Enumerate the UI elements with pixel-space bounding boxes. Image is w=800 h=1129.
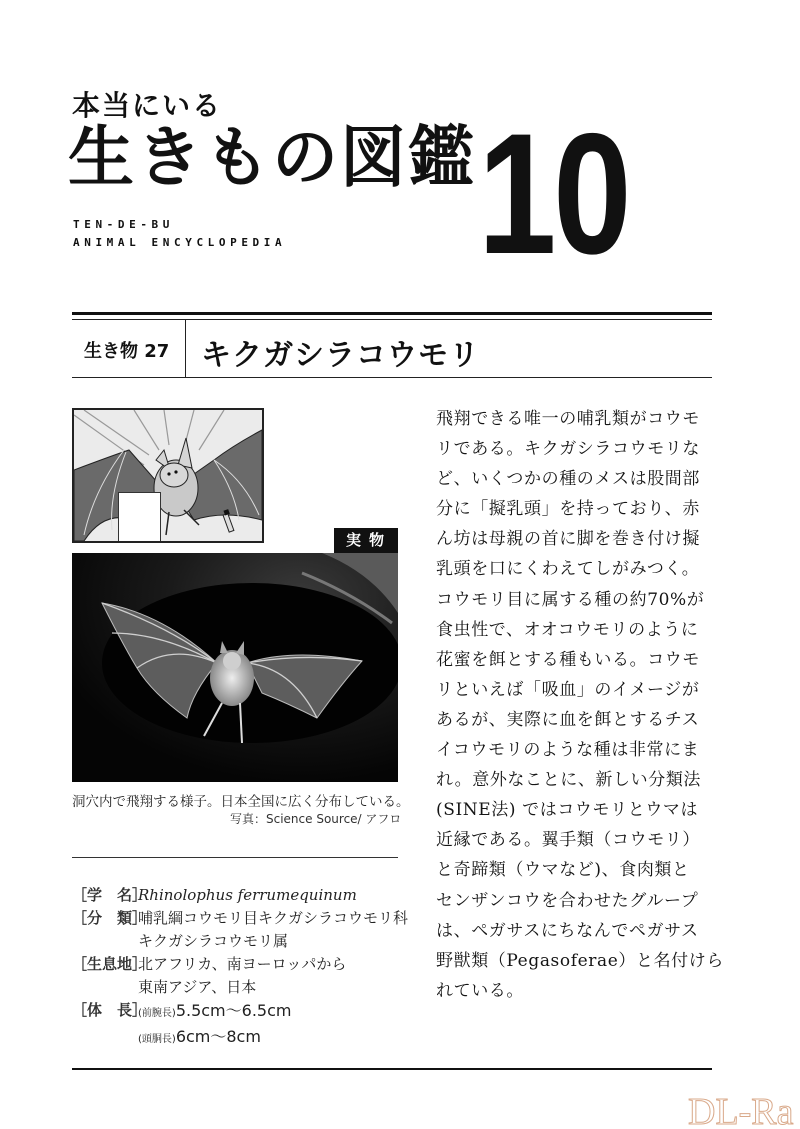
body-line: ん坊は母親の首に脚を巻き付け擬 <box>436 529 700 550</box>
body-line: リといえば「吸血」のイメージが <box>436 679 700 700</box>
bat-illustration-icon <box>74 410 262 541</box>
photo-credit: 写真：Science Source/ アフロ <box>230 812 402 826</box>
creature-number: 生き物 27 <box>84 341 170 362</box>
species-spec-list <box>72 884 412 1051</box>
scientific-name: Rhinolophus ferrumequinum <box>138 886 357 904</box>
body-line: コウモリ目に属する種の約70%が <box>436 589 705 610</box>
description-body <box>436 404 722 1006</box>
measure-prefix: (頭胴長) <box>138 1034 176 1045</box>
book-subtitle: 本当にいる <box>72 89 223 122</box>
speech-blank-panel <box>118 492 161 543</box>
measure-value: 5.5cm〜6.5cm <box>175 1001 292 1020</box>
photo-caption: 洞穴内で飛翔する様子。日本全国に広く分布している。 <box>72 794 410 810</box>
measure-value: 6cm〜8cm <box>175 1027 261 1046</box>
body-line: センザンコウを合わせたグループ <box>436 890 699 911</box>
photo-label-badge: 実物 <box>334 528 398 553</box>
creature-name: キクガシラコウモリ <box>201 338 480 373</box>
book-title: 生きもの図鑑 <box>68 118 476 196</box>
footer-rule <box>72 1068 712 1070</box>
section-rule-top-thick <box>72 312 712 315</box>
body-line: 乳頭を口にくわえてしがみつく。 <box>436 559 700 580</box>
bat-photo-icon <box>72 553 398 782</box>
body-line: 野獣類（Pegasoferae）と名付けら <box>436 950 724 971</box>
body-line: れ。意外なことに、新しい分類法 <box>436 770 702 791</box>
spec-row-habitat <box>72 953 412 999</box>
classification-line: 哺乳綱コウモリ目キクガシラコウモリ科 <box>138 909 409 927</box>
spec-row-classification <box>72 907 412 953</box>
forearm-length <box>138 999 412 1025</box>
body-line: 飛翔できる唯一の哺乳類がコウモ <box>436 409 700 429</box>
bat-illustration <box>72 408 264 543</box>
section-rule-bottom <box>72 377 712 378</box>
section-divider <box>185 320 186 377</box>
classification-line: キクガシラコウモリ属 <box>138 932 289 950</box>
spec-label: ［分 類］ <box>72 909 148 927</box>
body-line: 食虫性で、オオコウモリのように <box>436 619 699 640</box>
section-rule-top-thin <box>72 319 712 320</box>
spec-label: ［生息地］ <box>72 955 148 973</box>
body-line: イコウモリのような種は非常にま <box>436 740 700 761</box>
body-line: 近縁である。翼手類（コウモリ） <box>436 830 700 851</box>
body-line: と奇蹄類（ウマなど)、食肉類と <box>436 860 690 881</box>
body-line: ど、いくつかの種のメスは股間部 <box>436 469 700 490</box>
body-line: 分に「擬乳頭」を持っており、赤 <box>436 499 700 520</box>
body-line: (SINE法) ではコウモリとウマは <box>436 800 699 821</box>
spec-row-scientific-name <box>72 884 412 907</box>
spec-label: ［体 長］ <box>72 1001 148 1019</box>
bat-photo <box>72 553 398 782</box>
body-line: 花蜜を餌とする種もいる。コウモ <box>436 649 700 670</box>
english-series-name: TEN-DE-BU <box>73 218 175 231</box>
head-body-length <box>138 1025 412 1051</box>
body-line: リである。キクガシラコウモリな <box>436 439 700 460</box>
english-series-subtitle: ANIMAL ENCYCLOPEDIA <box>73 236 287 249</box>
watermark: DL-Ra <box>688 1091 794 1129</box>
body-line: れている。 <box>436 980 524 1001</box>
habitat-line: 北アフリカ、南ヨーロッパから <box>138 955 347 973</box>
habitat-line: 東南アジア、日本 <box>138 978 257 996</box>
spec-label: ［学 名］ <box>72 886 148 904</box>
volume-number: 10 <box>478 98 629 290</box>
measure-prefix: (前腕長) <box>138 1008 176 1019</box>
spec-divider <box>72 857 398 858</box>
spec-row-body-length <box>72 999 412 1051</box>
body-line: は、ペガサスにちなんでペガサス <box>436 920 699 941</box>
body-line: あるが、実際に血を餌とするチス <box>436 709 700 730</box>
